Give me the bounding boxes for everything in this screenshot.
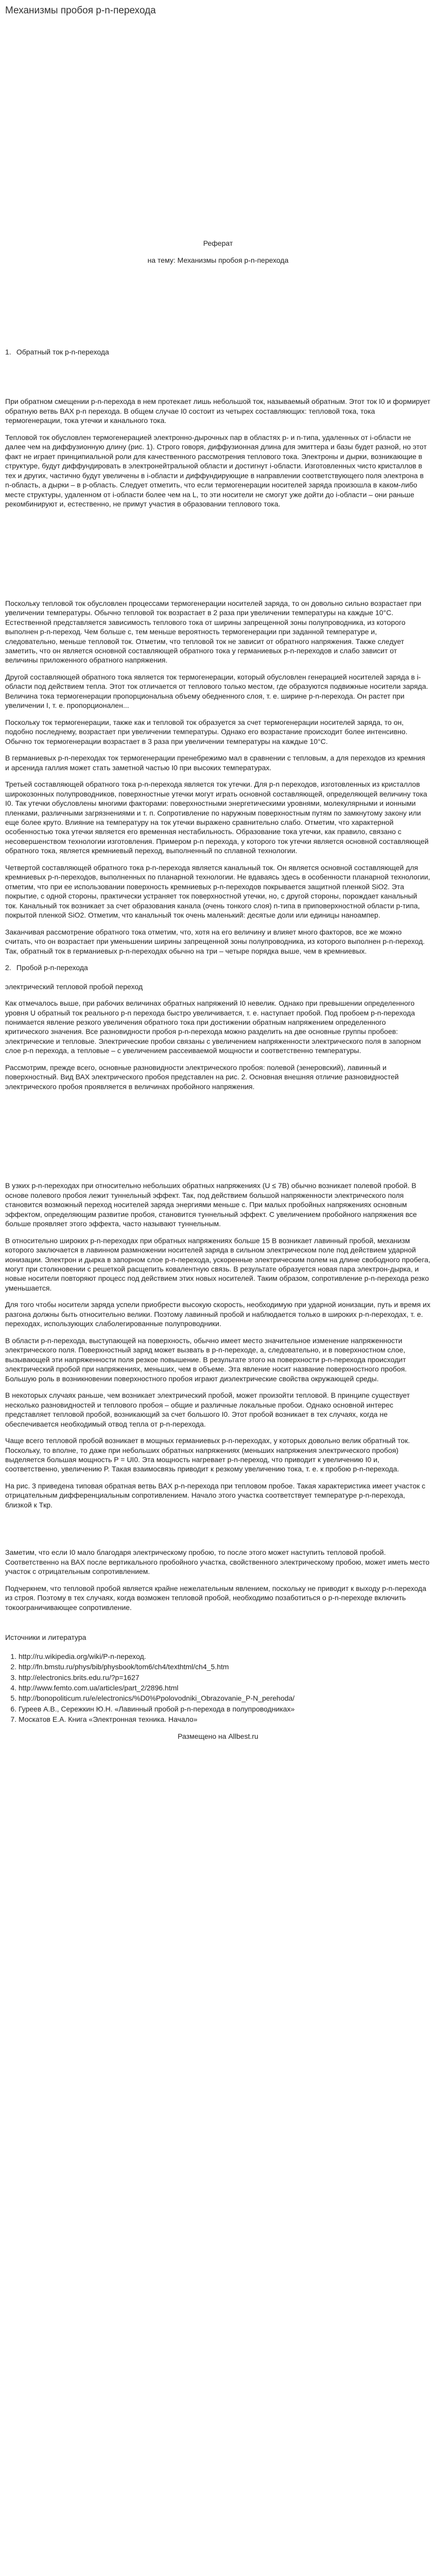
paragraph: В относительно широких p-n-переходах при обратных напряжениях больше 15 В возникает лавинный пробой, механизм которого заключается в лавинном размножении носителей заряда в сильном электрическом поле под действием ударной ионизации. Электрон и дырка в запорном слое p-n-перехода, ускоренные электрическим полем на длине свободного пробега, могут при столкновении с решеткой расщепить ковалентную связь. В результате образуется новая пара электрон-дырка, и новые носители повторяют процесс под действием этих новых носителей. Таким образом, сопротивление p-n-перехода резко уменьшается. — [5, 1236, 430, 1292]
section-2-subheading: электрический тепловой пробой переход — [5, 982, 143, 991]
source-link[interactable]: 3. http://electronics.brits.edu.ru/?p=1627 — [19, 1673, 431, 1682]
paragraph: В узких p-n-переходах при относительно небольших обратных напряжениях (U ≤ 7В) обычно возникает полевой пробой. В основе полевого пробоя лежит туннельный эффект. Так, под действием большой напряженности электрического поля становится возможный переход носителей заряда энергиями меньше с. При малых пробойных напряжениях основным эффектом, определяющим развитие пробоя, становится туннельный эффект. С увеличением пробойного напряжения все больше проявляет этого эффекта, часто называют туннельным. — [5, 1181, 417, 1228]
paragraph: В области p-n-перехода, выступающей на поверхность, обычно имеет место значительное изменение напряженности электрического поля. Поверхностный заряд может вызвать в p-n-переходе, а, следовательно, и в поверхностном слое, вызывающей эти напряженности поля резкое повышение. В результате этого на поверхности p-n-перехода происходит электрический пробой при напряжениях, меньших, чем в объеме. Эта явление носит название поверхностного пробоя. Большую роль в возникновении поверхностного пробоя играют диэлектрические свойства окружающей среды. — [5, 1336, 407, 1383]
paragraph: Тепловой ток обусловлен термогенерацией электронно-дырочных пар в областях p- и n-типа, удаленных от i-области не далее чем на диффузионную длину (рис. 1). Строго говоря, диффузионная длина для эмиттера и базы будет разной, но этот факт не играет принципиальной роли для качественного рассмотрения теплового тока. Электроны и дырки, возникающие в структуре, будут диффундировать в электронейтральной области и достигнут i-области. Изготовленных чисто кристаллов в тех и других, частично будут увеличены в i-области и диффундирующие в направлении соответствующего поля электрона в n-область, а дырки – в p-область. Следует отметить, что если термогенерации носителей заряда произошла в каком-либо месте структуры, удаленном от i-области более чем на L, то эти носители не смогут уже дойти до i-области – они раньше рекомбинируют и, естественно, не примут участия в образовании теплового тока. — [5, 433, 427, 509]
document-title: Механизмы пробоя p-n-перехода — [5, 5, 156, 16]
paragraph: Подчеркнем, что тепловой пробой является крайне нежелательным явлением, поскольку не приводит к выходу p-n-перехода из строя. Поэтому в тех случаях, когда возможен тепловой пробой, необходимо позаботиться о p-n-переходе включить токоограничивающее сопротивление. — [5, 1584, 426, 1612]
section-2-number: 2. — [5, 963, 11, 972]
section-2-title: Пробой p-n-перехода — [16, 963, 88, 972]
paragraph: Заметим, что если I0 мало благодаря электрическому пробою, то после этого может наступить тепловой пробой. Соответственно на ВАХ после вертикального пробойного участка, свойственного электрическому пробою, может иметь место участок с отрицательным сопротивлением. — [5, 1548, 430, 1576]
spacer — [5, 366, 431, 397]
source-item: 7. Москатов Е.А. Книга «Электронная техника. Начало» — [19, 1715, 431, 1724]
paragraph: Для того чтобы носители заряда успели приобрести высокую скорость, необходимую при ударной ионизации, путь и время их разгона должны быть относительно велики. Поэтому лавинный пробой и наблюдается только в широких p-n-переходах, т. е. переходах, использующих слаболегированные полупроводники. — [5, 1300, 431, 1328]
section-1-heading — [5, 347, 431, 357]
cover-topic: на тему: Механизмы пробоя p-n-перехода — [147, 256, 289, 264]
footer-text: Размещено на Allbest.ru — [178, 1732, 258, 1740]
paragraph: Третьей составляющей обратного тока p-n-перехода является ток утечки. Для p-n переходов, изготовленных из кристаллов широкозонных полупроводников, поверхностные утечки могут играть основной составляющей, определяющей величину тока I0. Так утечки обусловлены многими факторами: поверхностными энергетическими уровнями, молекулярными и ионными пленками, различными загрязнениями и т. п. Сопротивление по наружным поверхностным путям по замкнутому закону или еще более круто. Влияние на температуру на ток утечки выражено сравнительно слабо. Отметим, что характерной особенностью тока утечки является его временная нестабильность. Образование тока утечки, как правило, связано с несовершенством технологии изготовления. Примером p-n перехода, у которого ток утечки является основной составляющей обратного тока, является кремниевый переход, выполненный по сплавной технологии. — [5, 780, 429, 855]
paragraph: Рассмотрим, прежде всего, основные разновидности электрического пробоя: полевой (зенеровский), лавинный и поверхностный. Вид ВАХ электрического пробоя представлен на рис. 2. Основная внешняя отличие разновидностей электрического пробоя проявляется в величинах пробойного напряжения. — [5, 1063, 399, 1091]
paragraph: На рис. 3 приведена типовая обратная ветвь ВАХ p-n-перехода при тепловом пробое. Такая характеристика имеет участок с отрицательным дифференциальным сопротивлением. Начало этого участка соответствует температуре p-n-перехода, близкой к Tкр. — [5, 1481, 426, 1509]
paragraph: При обратном смещении p-n-перехода в нем протекает лишь небольшой ток, называемый обратным. Этот ток I0 и формирует обратную ветвь ВАХ p-n перехода. В общем случае I0 состоит из четырех составляющих: тепловой тока, тока термогенерации, тока утечки и канального тока. — [5, 397, 431, 425]
paragraph: Заканчивая рассмотрение обратного тока отметим, что, хотя на его величину и влияет много факторов, все же можно считать, что он возрастает при уменьшении ширины запрещенной зоны полупроводника, из которого выполнен p-n-переход. Так, обратный ток в германиевых p-n-переходах обычно на три – четыре порядка выше, чем в кремниевых. — [5, 927, 425, 955]
spacer — [5, 1098, 431, 1181]
source-item: 6. Гуреев А.В., Сережкин Ю.Н. «Лавинный пробой p-n-перехода в полупроводниках» — [19, 1704, 431, 1714]
sources-list — [5, 1652, 431, 1724]
source-link[interactable]: 4. http://www.femto.com.ua/articles/part_2/2896.html — [19, 1683, 431, 1692]
spacer — [5, 1517, 431, 1548]
cover-block — [5, 239, 431, 265]
paragraph: Как отмечалось выше, при рабочих величинах обратных напряжений I0 невелик. Однако при превышении определенного уровня U обратный ток реального p-n перехода быстро увеличивается, т. е. наступает пробой. Под пробоем p-n-перехода понимается явление резкого увеличения обратного тока при достижении обратным напряжением определенного критического значения. Все разновидности пробоя p-n-перехода можно разделить на две основные группы пробоев: электрические и тепловые. Электрические пробои связаны с увеличением напряженности электрического поля в запорном слое p-n перехода, а тепловые – с увеличением рассеиваемой мощности и соответственно температуры. — [5, 999, 421, 1055]
cover-type: Реферат — [203, 239, 233, 248]
paragraph: Другой составляющей обратного тока является ток термогенерации, который обусловлен генерацией носителей заряда в i-области под действием тепла. Этот ток отличается от теплового только местом, где образуются подвижные носители заряда. Величина тока термогенерации пропорциональна объему обедненного слоя, т. е. ширине p-n-перехода. Он растет при увеличении I, т. е. пропорционален... — [5, 672, 428, 710]
paragraph: Чаще всего тепловой пробой возникает в мощных германиевых p-n-переходах, у которых довольно велик обратный ток. Поскольку, то вполне, то даже при небольших обратных напряжениях (меньших напряжения электрического пробоя) выделяется большая мощность P = UI0. Эта мощность нагревает p-n-переход, что приводит к увеличению I0 и, соответственно, увеличению P. Такая взаимосвязь приводит к резкому увеличению тока, т. е. к пробою p-n-перехода. — [5, 1436, 410, 1473]
section-1-number: 1. — [5, 348, 11, 357]
paragraph: Поскольку тепловой ток обусловлен процессами термогенерации носителей заряда, то он довольно сильно возрастает при увеличении температуры. Обычно тепловой ток возрастает в 2 раза при увеличении температуры на каждые 10°C. Естественной представляется зависимость теплового тока от ширины запрещенной зоны полупроводника, из которого выполнен p-n-переход. Чем больше с, тем меньше вероятность термогенерации при заданной температуре и, следовательно, меньше тепловой ток. Отметим, что тепловой ток не зависит от обратного напряжения. Также следует заметить, что он является основной составляющей обратного тока у германиевых p-n-переходов и слабо зависит от величины приложенного обратного напряжения. — [5, 599, 422, 665]
paragraph: В некоторых случаях раньше, чем возникает электрический пробой, может произойти тепловой. В принципе существует несколько разновидностей и теплового пробоя – общие и различные локальные пробои. Однако основной интерес представляет тепловой пробой, возникающий за счет большого I0. Этот пробой возникает в тех случаях, когда не обеспечивается необходимый отвод тепла от p-n-перехода. — [5, 1391, 410, 1428]
source-link[interactable]: 5. http://bonopoliticum.ru/e/electronics/%D0%Ppolovodniki_Obrazovanie_P-N_perehoda/ — [19, 1693, 431, 1703]
paragraph: Четвертой составляющей обратного тока p-n-перехода является канальный ток. Он является основной составляющей для кремниевых p-n-переходов, выполненных по планарной технологии. Не вдаваясь здесь в особенности планарной технологии, отметим, что при ее использовании поверхность кремниевых p-n-переходов покрывается защитной пленкой SiO2. Эта покрытие, с одной стороны, практически устраняет ток поверхностной утечки, но, с другой стороны, порождает канальный ток. Канальный ток возникает за счет образования канала (очень тонкого слоя) n-типа в приповерхностной области p-типа, покрытой пленкой SiO2. Отметим, что канальный ток очень маленький: десятые доли или единицы наноампер. — [5, 863, 430, 920]
paragraph: Поскольку ток термогенерации, также как и тепловой ток образуется за счет термогенерации носителей заряда, то он, подобно последнему, возрастает при увеличении температуры. Однако его возрастание происходит более интенсивно. Обычно ток термогенерации возрастает в 3 раза при увеличении температуры на каждые 10°C. — [5, 718, 408, 745]
spacer — [5, 516, 431, 599]
paragraph: В германиевых p-n-переходах ток термогенерации пренебрежимо мал в сравнении с тепловым, а для переходов из кремния и арсенида галлия может стать заметной частью I0 при высоких температурах. — [5, 754, 425, 772]
section-2-heading — [5, 963, 431, 972]
section-1-title: Обратный ток p-n-перехода — [16, 348, 109, 357]
source-link[interactable]: 2. http://fn.bmstu.ru/phys/bib/physbook/tom6/ch4/texthtml/ch4_5.htm — [19, 1662, 431, 1671]
sources-title: Источники и литература — [5, 1633, 86, 1642]
source-link[interactable]: 1. http://ru.wikipedia.org/wiki/P-n-переход. — [19, 1652, 431, 1661]
